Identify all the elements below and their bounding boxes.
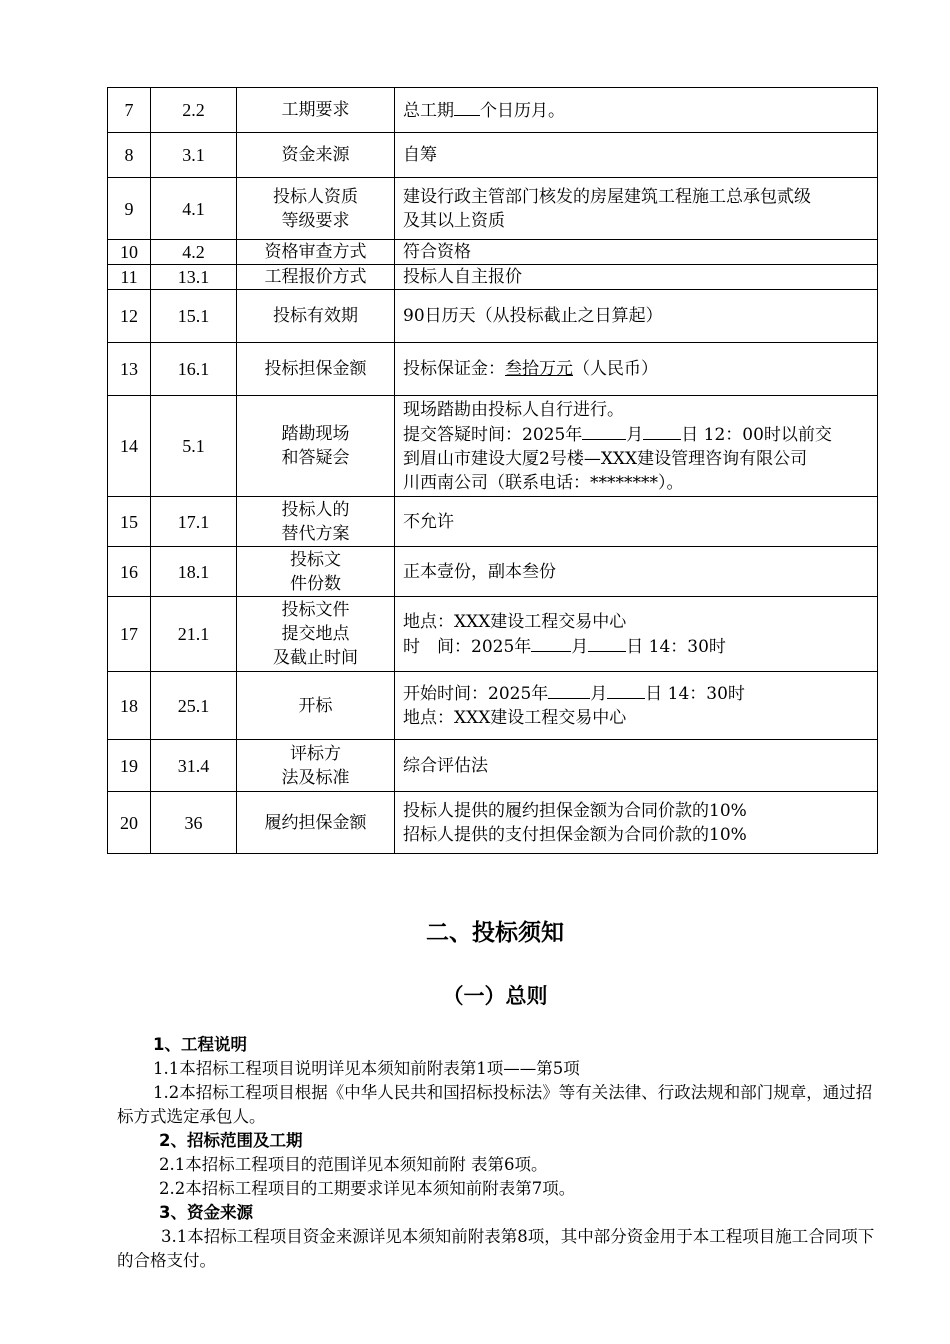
clause-number: 31.4 (151, 740, 237, 792)
content-text: 日 14：30时 (645, 684, 745, 704)
fill-in-blank (454, 98, 480, 116)
table-row (108, 240, 878, 265)
clause-number: 25.1 (151, 672, 237, 740)
paragraph: 2.2本招标工程项目的工期要求详见本须知前附表第7项。 (159, 1179, 576, 1198)
content-line (403, 681, 871, 706)
fill-in-blank (548, 681, 590, 699)
item-name (237, 88, 395, 133)
row-number: 8 (108, 133, 151, 178)
item-content (395, 178, 878, 240)
content-line (403, 265, 871, 289)
content-text: 投标人提供的履约担保金额为合同价款的10% (403, 800, 747, 821)
content-text: 月 (571, 636, 589, 657)
item-name-line: 工程报价方式 (264, 267, 367, 287)
item-content (395, 265, 878, 290)
row-number: 16 (108, 547, 151, 597)
content-line (403, 799, 871, 823)
item-name-line: 等级要求 (281, 210, 350, 231)
bid-info-table (107, 87, 878, 854)
fill-in-blank (582, 422, 626, 440)
content-text: 自筹 (403, 145, 437, 165)
paragraph-heading: 2、招标范围及工期 (159, 1131, 303, 1150)
content-line (403, 471, 871, 495)
item-name-line: 投标有效期 (273, 306, 358, 326)
row-number: 18 (108, 672, 151, 740)
content-text: 日 14：30时 (626, 636, 726, 657)
clause-number: 21.1 (151, 597, 237, 672)
clause-number: 17.1 (151, 497, 237, 547)
content-text: 符合资格 (403, 242, 471, 262)
content-text: （人民币） (573, 359, 658, 379)
content-text: 正本壹份，副本叁份 (403, 561, 556, 582)
content-text: 90日历天（从投标截止之日算起） (403, 306, 663, 326)
table-row (108, 740, 878, 792)
general-provisions-text (117, 1033, 877, 1273)
row-number: 15 (108, 497, 151, 547)
item-name (237, 740, 395, 792)
item-content (395, 792, 878, 854)
content-text: 川西南公司（联系电话：********）。 (403, 472, 684, 493)
paragraph-heading: 3、资金来源 (159, 1203, 253, 1222)
row-number: 19 (108, 740, 151, 792)
content-text: 日 12：00时以前交 (681, 424, 832, 445)
clause-number: 36 (151, 792, 237, 854)
item-name-line: 工期要求 (281, 100, 350, 120)
content-line (403, 398, 871, 422)
item-name-line: 和答疑会 (281, 448, 350, 468)
item-name-line: 评标方 (290, 743, 341, 764)
paragraph-heading: 1、工程说明 (153, 1035, 247, 1054)
content-text: 开始时间：2025年 (403, 684, 549, 704)
content-line (403, 823, 871, 847)
row-number: 13 (108, 343, 151, 396)
fill-in-blank (607, 681, 645, 699)
clause-number: 3.1 (151, 133, 237, 178)
paragraph: 2.1本招标工程项目的范围详见本须知前附 表第6项。 (159, 1155, 548, 1174)
table-row (108, 178, 878, 240)
subsection-title: （一）总则 (442, 984, 548, 1008)
item-content (395, 597, 878, 672)
content-line (403, 357, 871, 381)
item-name (237, 290, 395, 343)
item-content (395, 290, 878, 343)
table-row (108, 290, 878, 343)
clause-number: 4.1 (151, 178, 237, 240)
table-row (108, 343, 878, 396)
item-name (237, 672, 395, 740)
row-number: 9 (108, 178, 151, 240)
content-line (403, 754, 871, 778)
item-name (237, 497, 395, 547)
item-name-line: 投标人资质 (273, 186, 358, 207)
table-row (108, 597, 878, 672)
item-name-line: 件份数 (290, 573, 341, 594)
clause-number: 15.1 (151, 290, 237, 343)
content-line (403, 610, 871, 634)
content-line (403, 98, 871, 123)
content-line (403, 510, 871, 534)
content-text: 现场踏勘由投标人自行进行。 (403, 399, 624, 420)
row-number: 14 (108, 396, 151, 497)
row-number: 17 (108, 597, 151, 672)
clause-number: 13.1 (151, 265, 237, 290)
content-text: 及其以上资质 (403, 210, 505, 231)
content-text: 地点：XXX建设工程交易中心 (403, 611, 627, 632)
content-line (403, 209, 871, 233)
clause-number: 4.2 (151, 240, 237, 265)
content-line (403, 447, 871, 471)
item-name (237, 547, 395, 597)
item-name-line: 替代方案 (281, 523, 350, 544)
item-name (237, 178, 395, 240)
item-name-line: 投标文 (290, 549, 341, 570)
item-content (395, 547, 878, 597)
item-content (395, 343, 878, 396)
item-name (237, 133, 395, 178)
content-text: 总工期 (403, 100, 454, 121)
item-content (395, 240, 878, 265)
item-name-line: 履约担保金额 (264, 812, 367, 833)
content-line (403, 143, 871, 167)
item-name (237, 597, 395, 672)
item-name-line: 资格审查方式 (264, 242, 367, 262)
item-name-line: 开标 (298, 695, 333, 716)
table-row (108, 672, 878, 740)
item-name-line: 资金来源 (281, 145, 350, 165)
content-text: 地点：XXX建设工程交易中心 (403, 708, 627, 728)
section-title: 二、投标须知 (426, 920, 564, 946)
item-name-line: 及截止时间 (273, 648, 358, 668)
item-content (395, 133, 878, 178)
item-name-line: 提交地点 (281, 624, 350, 644)
underlined-amount: 叁拾万元 (505, 359, 573, 379)
item-name (237, 792, 395, 854)
item-name-line: 投标文件 (281, 600, 350, 620)
item-content (395, 740, 878, 792)
item-content (395, 396, 878, 497)
table-row (108, 396, 878, 497)
item-name-line: 法及标准 (281, 767, 350, 788)
content-text: 投标人自主报价 (403, 267, 522, 287)
content-text: 时 间：2025年 (403, 636, 532, 657)
content-text: 个日历月。 (480, 100, 565, 121)
content-text: 月 (626, 424, 644, 445)
content-line (403, 560, 871, 584)
item-name (237, 396, 395, 497)
clause-number: 5.1 (151, 396, 237, 497)
content-text: 月 (590, 684, 608, 704)
content-text: 投标保证金： (403, 359, 505, 379)
content-line (403, 422, 871, 447)
content-text: 建设行政主管部门核发的房屋建筑工程施工总承包贰级 (403, 186, 811, 207)
item-name (237, 240, 395, 265)
item-content (395, 672, 878, 740)
content-line (403, 304, 871, 328)
row-number: 12 (108, 290, 151, 343)
item-name (237, 343, 395, 396)
content-line (403, 706, 871, 730)
content-text: 到眉山市建设大厦2号楼—XXX建设管理咨询有限公司 (403, 448, 808, 469)
table-row (108, 792, 878, 854)
fill-in-blank (531, 634, 571, 652)
item-name-line: 投标人的 (281, 499, 350, 520)
fill-in-blank (643, 422, 681, 440)
content-text: 招标人提供的支付担保金额为合同价款的10% (403, 824, 747, 845)
table-row (108, 88, 878, 133)
row-number: 10 (108, 240, 151, 265)
clause-number: 2.2 (151, 88, 237, 133)
paragraph: 3.1本招标工程项目资金来源详见本须知前附表第8项，其中部分资金用于本工程项目施工合同项下的合格支付。 (117, 1227, 875, 1270)
clause-number: 16.1 (151, 343, 237, 396)
clause-number: 18.1 (151, 547, 237, 597)
table-row (108, 265, 878, 290)
content-line (403, 240, 871, 264)
item-name-line: 投标担保金额 (264, 359, 367, 379)
item-name (237, 265, 395, 290)
row-number: 11 (108, 265, 151, 290)
content-text: 提交答疑时间：2025年 (403, 424, 583, 445)
item-content (395, 497, 878, 547)
paragraph: 1.1本招标工程项目说明详见本须知前附表第1项——第5项 (153, 1059, 580, 1078)
table-row (108, 547, 878, 597)
content-line (403, 634, 871, 659)
row-number: 7 (108, 88, 151, 133)
table-row (108, 133, 878, 178)
paragraph: 1.2本招标工程项目根据《中华人民共和国招标投标法》等有关法律、行政法规和部门规章，通过招标方式选定承包人。 (117, 1083, 873, 1126)
content-text: 综合评估法 (403, 755, 488, 776)
fill-in-blank (588, 634, 626, 652)
content-text: 不允许 (403, 511, 454, 532)
item-name-line: 踏勘现场 (281, 424, 350, 444)
table-row (108, 497, 878, 547)
item-content (395, 88, 878, 133)
content-line (403, 185, 871, 209)
row-number: 20 (108, 792, 151, 854)
